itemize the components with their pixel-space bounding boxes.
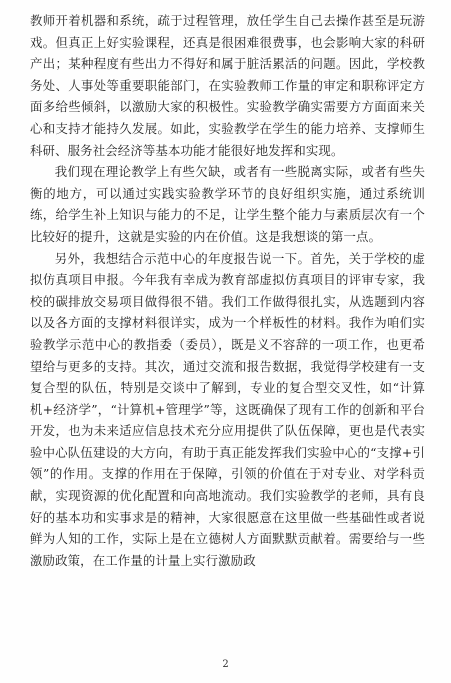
paragraph-2: 我们现在理论教学上有些欠缺，或者有一些脱离实际，或者有些失衡的地方，可以通过实践实验教学环节的良好组织实施，通过系统训练，给学生补上知识与能力的不足，让学生整个能力与素质层次有一个比较好的提升，这就是实验的内在价值。这是我想谈的第一点。 [30, 164, 425, 244]
paragraph-1: 教师开着机器和系统，疏于过程管理，放任学生自己去操作甚至是玩游戏。但真正上好实验课程，还真是很困难很费事，也会影响大家的科研产出；某种程度有些出力不得好和属于脏活累活的问题。因此，学校教务处、人事处等重要职能部门，在实验教师工作量的审定和职称评定方面多给些倾斜，以激励大家的积极性。实验教学确实需要方方面面来关心和支持才能持久发展。如此，实验教学在学生的能力培养、支撑师生科研、服务社会经济等基本功能才能很好地发挥和实现。 [30, 13, 425, 158]
paragraph-3: 另外，我想结合示范中心的年度报告说一下。首先，关于学校的虚拟仿真项目申报。今年我有幸成为教育部虚拟仿真项目的评审专家，我校的碳排放交易项目做得很不错。我们工作做得很扎实，从选题到内容以及各方面的支撑材料很详实，成为一个样板性的材料。我作为咱们实验教学示范中心的教指委（委员），既是义不容辞的一项工作，也更希望给与更多的支持。其次，通过交流和报告数据，我觉得学校建有一支复合型的队伍，特别是交谈中了解到，专业的复合型交叉性，如“计算机+经济学”，“计算机+管理学”等，这既确保了现有工作的创新和平台开发，也为未来适应信息技术充分应用提供了队伍保障，更也是代表实验中心队伍建设的大方向，有助于真正能发挥我们实验中心的“支撑+引领”的作用。支撑的作用在于保障，引领的价值在于对专业、对学科贡献，实现资源的优化配置和向高地流动。我们实验教学的老师，具有良好的基本功和实事求是的精神，大家很愿意在这里做一些基础性或者说鲜为人知的工作，实际上是在立德树人方面默默贡献着。需要给与一些激励政策，在工作量的计量上实行激励政 [30, 250, 425, 568]
page-number: 2 [222, 659, 229, 670]
